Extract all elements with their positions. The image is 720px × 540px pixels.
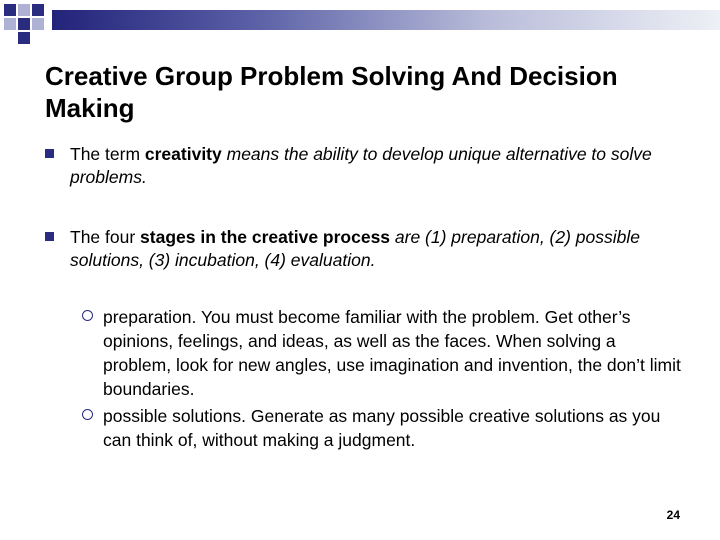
header-gradient-bar <box>52 10 720 30</box>
decor-square <box>32 18 44 30</box>
bullet-definition: are (1) preparation, (2) possible solutions, (3) incubation, (4) evaluation. <box>70 227 641 270</box>
bullet-text-plain: The term <box>70 144 145 164</box>
circle-bullet-icon <box>82 310 93 321</box>
decor-square <box>18 32 30 44</box>
square-bullet-icon <box>45 149 54 158</box>
subbullet-text: preparation. You must become familiar with the problem. Get other’s opinions, feelings, and ideas, as well as the faces. When solving a problem, look for new angles, use imagination and invention, the don’t limit boundaries. <box>103 307 681 399</box>
subbullet-text: possible solutions. Generate as many possible creative solutions as you can think of, without making a judgment. <box>103 406 661 450</box>
bullet-term: stages in the creative process <box>140 227 391 247</box>
bullet-text <box>70 143 670 189</box>
bullet-term: creativity <box>144 144 222 164</box>
decor-square <box>4 4 16 16</box>
square-bullet-icon <box>45 232 54 241</box>
slide-title: Creative Group Problem Solving And Decision Making <box>45 61 618 123</box>
decor-square <box>18 4 30 16</box>
bullet-text-plain: The four <box>70 227 141 247</box>
decor-square <box>4 18 16 30</box>
bullet-definition: means the ability to develop unique alternative to solve problems. <box>70 144 652 187</box>
header-decoration <box>0 0 720 48</box>
decor-square <box>18 18 30 30</box>
decor-square <box>32 4 44 16</box>
circle-bullet-icon <box>82 409 93 420</box>
bullet-text <box>70 226 670 272</box>
page-number: 24 <box>666 508 680 522</box>
